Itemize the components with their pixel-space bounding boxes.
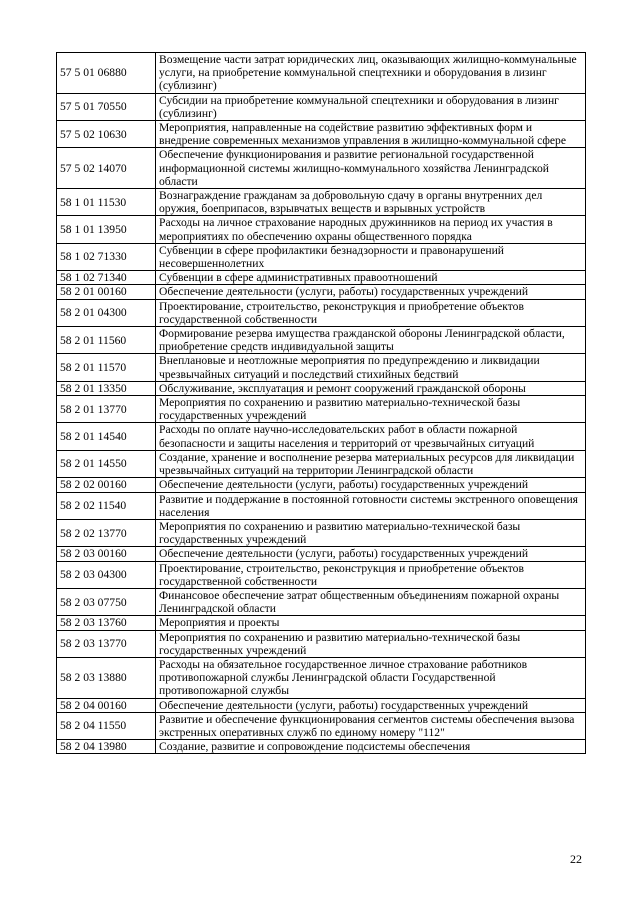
table-row [57,712,586,739]
table-row [57,216,586,243]
expense-description-cell: Обеспечение деятельности (услуги, работы) государственных учреждений [156,547,586,561]
expense-description-cell: Проектирование, строительство, реконструкция и приобретение объектов государственной собственности [156,299,586,326]
table-row [57,354,586,381]
expense-description-cell: Вознаграждение гражданам за добровольную сдачу в органы внутренних дел оружия, боеприпасов, взрывчатых веществ и взрывных устройств [156,189,586,216]
expense-description-cell: Мероприятия по сохранению и развитию материально-технической базы государственных учреждений [156,396,586,423]
budget-code-cell: 57 5 01 70550 [57,93,156,120]
expense-description-cell: Мероприятия по сохранению и развитию материально-технической базы государственных учреждений [156,519,586,546]
table-row [57,327,586,354]
table-row [57,588,586,615]
table-row [57,381,586,395]
table-row [57,478,586,492]
expense-description-cell: Развитие и обеспечение функционирования сегментов системы обеспечения вызова экстренных оперативных служб по единому номеру "112" [156,712,586,739]
table-row [57,121,586,148]
budget-code-cell: 58 2 04 11550 [57,712,156,739]
budget-code-cell: 58 2 01 14550 [57,450,156,477]
expense-description-cell: Расходы по оплате научно-исследовательских работ в области пожарной безопасности и защиты населения и территорий от чрезвычайных ситуаций [156,423,586,450]
expense-description-cell: Финансовое обеспечение затрат общественным объединениям пожарной охраны Ленинградской области [156,588,586,615]
budget-code-cell: 58 2 01 14540 [57,423,156,450]
table-row [57,630,586,657]
table-row [57,299,586,326]
budget-code-cell: 58 2 04 00160 [57,698,156,712]
budget-code-cell: 57 5 02 14070 [57,148,156,189]
page-number: 22 [570,852,582,866]
expense-description-cell: Субсидии на приобретение коммунальной спецтехники и оборудования в лизинг (сублизинг) [156,93,586,120]
budget-code-cell: 57 5 01 06880 [57,53,156,94]
table-row [57,657,586,698]
expense-description-cell: Проектирование, строительство, реконструкция и приобретение объектов государственной собственности [156,561,586,588]
budget-code-cell: 58 1 02 71340 [57,271,156,285]
table-row [57,243,586,270]
expense-description-cell: Обеспечение функционирования и развитие региональной государственной информационной системы жилищно-коммунального хозяйства Ленинградской области [156,148,586,189]
table-row [57,492,586,519]
expense-description-cell: Расходы на личное страхование народных дружинников на период их участия в мероприятиях по обеспечению охраны общественного порядка [156,216,586,243]
budget-code-cell: 58 2 03 13880 [57,657,156,698]
expense-description-cell: Расходы на обязательное государственное личное страхование работников противопожарной службы Ленинградской области Государственной противопожарной службы [156,657,586,698]
budget-code-cell: 57 5 02 10630 [57,121,156,148]
budget-code-cell: 58 2 03 13760 [57,616,156,630]
table-row [57,616,586,630]
budget-code-cell: 58 2 02 11540 [57,492,156,519]
budget-code-cell: 58 2 02 00160 [57,478,156,492]
budget-code-cell: 58 2 03 04300 [57,561,156,588]
table-row [57,547,586,561]
expense-description-cell: Создание, развитие и сопровождение подсистемы обеспечения [156,740,586,754]
document-page [56,52,584,754]
expense-description-cell: Обеспечение деятельности (услуги, работы) государственных учреждений [156,698,586,712]
table-body [57,53,586,754]
budget-code-cell: 58 1 02 71330 [57,243,156,270]
budget-code-cell: 58 2 01 13770 [57,396,156,423]
table-row [57,148,586,189]
budget-code-cell: 58 1 01 13950 [57,216,156,243]
table-row [57,423,586,450]
table-row [57,396,586,423]
expense-description-cell: Мероприятия, направленные на содействие развитию эффективных форм и внедрение современных механизмов управления в жилищно-коммунальной сфере [156,121,586,148]
budget-code-cell: 58 2 03 07750 [57,588,156,615]
table-row [57,740,586,754]
expense-description-cell: Создание, хранение и восполнение резерва материальных ресурсов для ликвидации чрезвычайных ситуаций на территории Ленинградской области [156,450,586,477]
expense-description-cell: Развитие и поддержание в постоянной готовности системы экстренного оповещения населения [156,492,586,519]
budget-code-cell: 58 2 01 11560 [57,327,156,354]
expense-description-cell: Внеплановые и неотложные мероприятия по предупреждению и ликвидации чрезвычайных ситуаций и последствий стихийных бедствий [156,354,586,381]
table-row [57,189,586,216]
expense-description-cell: Возмещение части затрат юридических лиц, оказывающих жилищно-коммунальные услуги, на приобретение коммунальной спецтехники и оборудования в лизинг (сублизинг) [156,53,586,94]
table-row [57,519,586,546]
budget-code-cell: 58 2 01 04300 [57,299,156,326]
expense-description-cell: Формирование резерва имущества гражданской обороны Ленинградской области, приобретение средств индивидуальной защиты [156,327,586,354]
table-row [57,561,586,588]
budget-code-cell: 58 2 01 13350 [57,381,156,395]
expense-description-cell: Обеспечение деятельности (услуги, работы) государственных учреждений [156,478,586,492]
budget-code-cell: 58 2 04 13980 [57,740,156,754]
table-row [57,450,586,477]
table-row [57,698,586,712]
expense-description-cell: Мероприятия и проекты [156,616,586,630]
expense-description-cell: Обслуживание, эксплуатация и ремонт сооружений гражданской обороны [156,381,586,395]
budget-code-cell: 58 2 03 00160 [57,547,156,561]
expense-description-cell: Мероприятия по сохранению и развитию материально-технической базы государственных учреждений [156,630,586,657]
table-row [57,271,586,285]
expense-description-cell: Субвенции в сфере административных правоотношений [156,271,586,285]
expense-description-cell: Субвенции в сфере профилактики безнадзорности и правонарушений несовершеннолетних [156,243,586,270]
expense-description-cell: Обеспечение деятельности (услуги, работы) государственных учреждений [156,285,586,299]
table-row [57,285,586,299]
budget-code-cell: 58 2 02 13770 [57,519,156,546]
budget-code-cell: 58 2 01 00160 [57,285,156,299]
budget-classification-table [56,52,586,754]
budget-code-cell: 58 1 01 11530 [57,189,156,216]
table-row [57,53,586,94]
table-row [57,93,586,120]
budget-code-cell: 58 2 03 13770 [57,630,156,657]
budget-code-cell: 58 2 01 11570 [57,354,156,381]
